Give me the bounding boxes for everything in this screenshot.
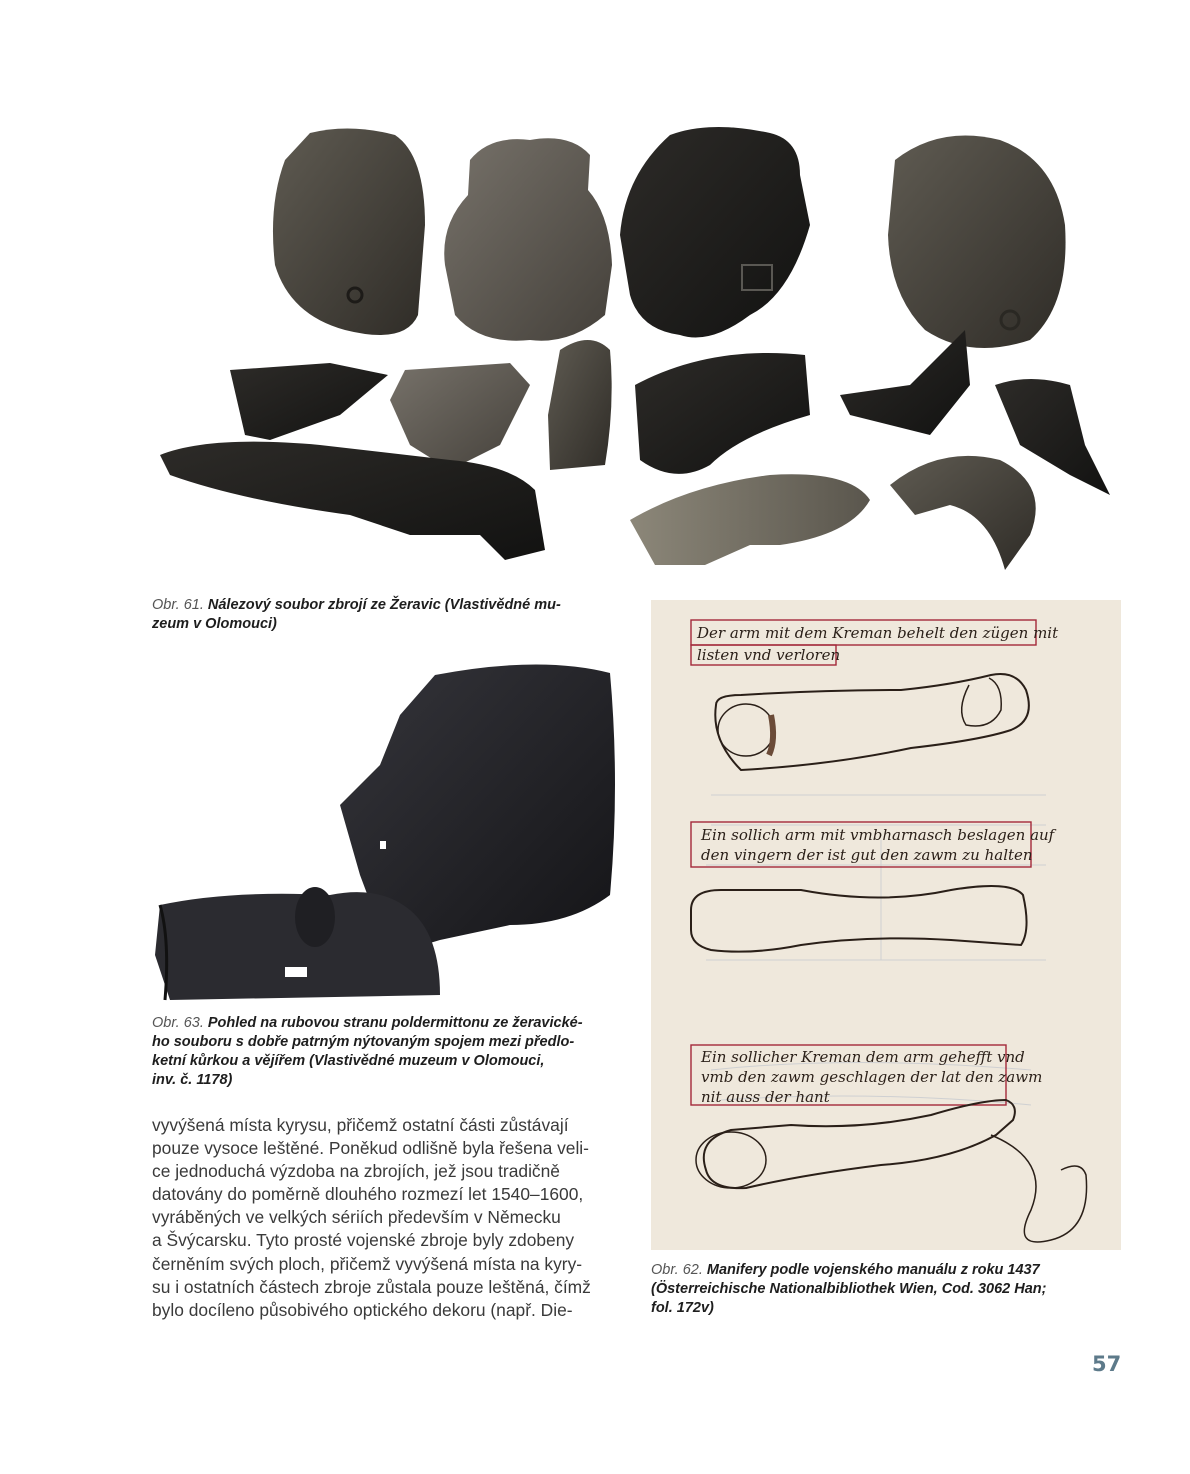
figure-61-caption-line2: zeum v Olomouci) [152, 616, 277, 632]
manuscript-line: listen vnd verloren [697, 646, 841, 664]
figure-61-caption-line1: Nálezový soubor zbrojí ze Žeravic (Vlastivědné mu- [207, 597, 561, 613]
manuscript-line: den vingern der ist gut den zawm zu halten [701, 846, 1033, 864]
figure-61-caption [152, 596, 612, 634]
figure-61-photo [150, 115, 1125, 585]
body-line: vyvýšená místa kyrysu, přičemž ostatní části zůstávají [152, 1115, 569, 1135]
body-line: ce jednoduchá výzdoba na zbrojích, jež jsou tradičně [152, 1161, 560, 1182]
figure-62-label: Obr. 62. [651, 1262, 703, 1278]
manuscript-line: Ein sollich arm mit vmbharnasch beslagen auf [701, 826, 1055, 844]
manuscript-line: Ein sollicher Kreman dem arm gehefft vnd [701, 1048, 1025, 1066]
figure-63-caption-line: ho souboru s dobře patrným nýtovaným spojem mezi předlo- [152, 1034, 575, 1050]
figure-62-caption-line: (Österreichische Nationalbibliothek Wien, Cod. 3062 Han; [651, 1281, 1047, 1297]
figure-63-caption-line: inv. č. 1178) [152, 1072, 233, 1088]
body-line: černěním svých ploch, přičemž vyvýšená místa na kyry- [152, 1253, 583, 1274]
figure-63-label: Obr. 63. [152, 1015, 204, 1031]
manuscript-line: Der arm mit dem Kreman behelt den zügen mit [697, 624, 1059, 642]
figure-62-manuscript [651, 600, 1121, 1250]
manuscript-line: vmb den zawm geschlagen der lat den zawm [701, 1068, 1043, 1086]
body-text [152, 1114, 617, 1322]
body-line: bylo docíleno působivého optického dekoru (např. Die- [152, 1299, 573, 1320]
figure-63-photo [150, 655, 625, 1005]
figure-63-caption-line: ketní kůrkou a vějířem (Vlastivědné muzeum v Olomouci, [152, 1053, 545, 1069]
figure-62-caption [651, 1261, 1121, 1318]
figure-62-caption-line: Manifery podle vojenského manuálu z roku 1437 [706, 1262, 1040, 1278]
body-line: a Švýcarsku. Tyto prosté vojenské zbroje byly zdobeny [152, 1230, 575, 1251]
manuscript-line: nit auss der hant [701, 1088, 830, 1106]
figure-63-caption-line: Pohled na rubovou stranu poldermittonu ze žeravické- [207, 1015, 583, 1031]
body-line: datovány do poměrně dlouhého rozmezí let 1540–1600, [152, 1184, 584, 1205]
figure-61-label: Obr. 61. [152, 597, 204, 613]
body-line: pouze vysoce leštěné. Poněkud odlišně byla řešena veli- [152, 1138, 589, 1159]
figure-63-caption [152, 1014, 622, 1090]
body-line: su i ostatních částech zbroje zůstala pouze leštěná, čímž [152, 1276, 591, 1297]
figure-62-caption-line: fol. 172v) [651, 1300, 714, 1316]
body-line: vyráběných ve velkých sériích především v Německu [152, 1207, 561, 1228]
page-number: 57 [1092, 1352, 1122, 1376]
